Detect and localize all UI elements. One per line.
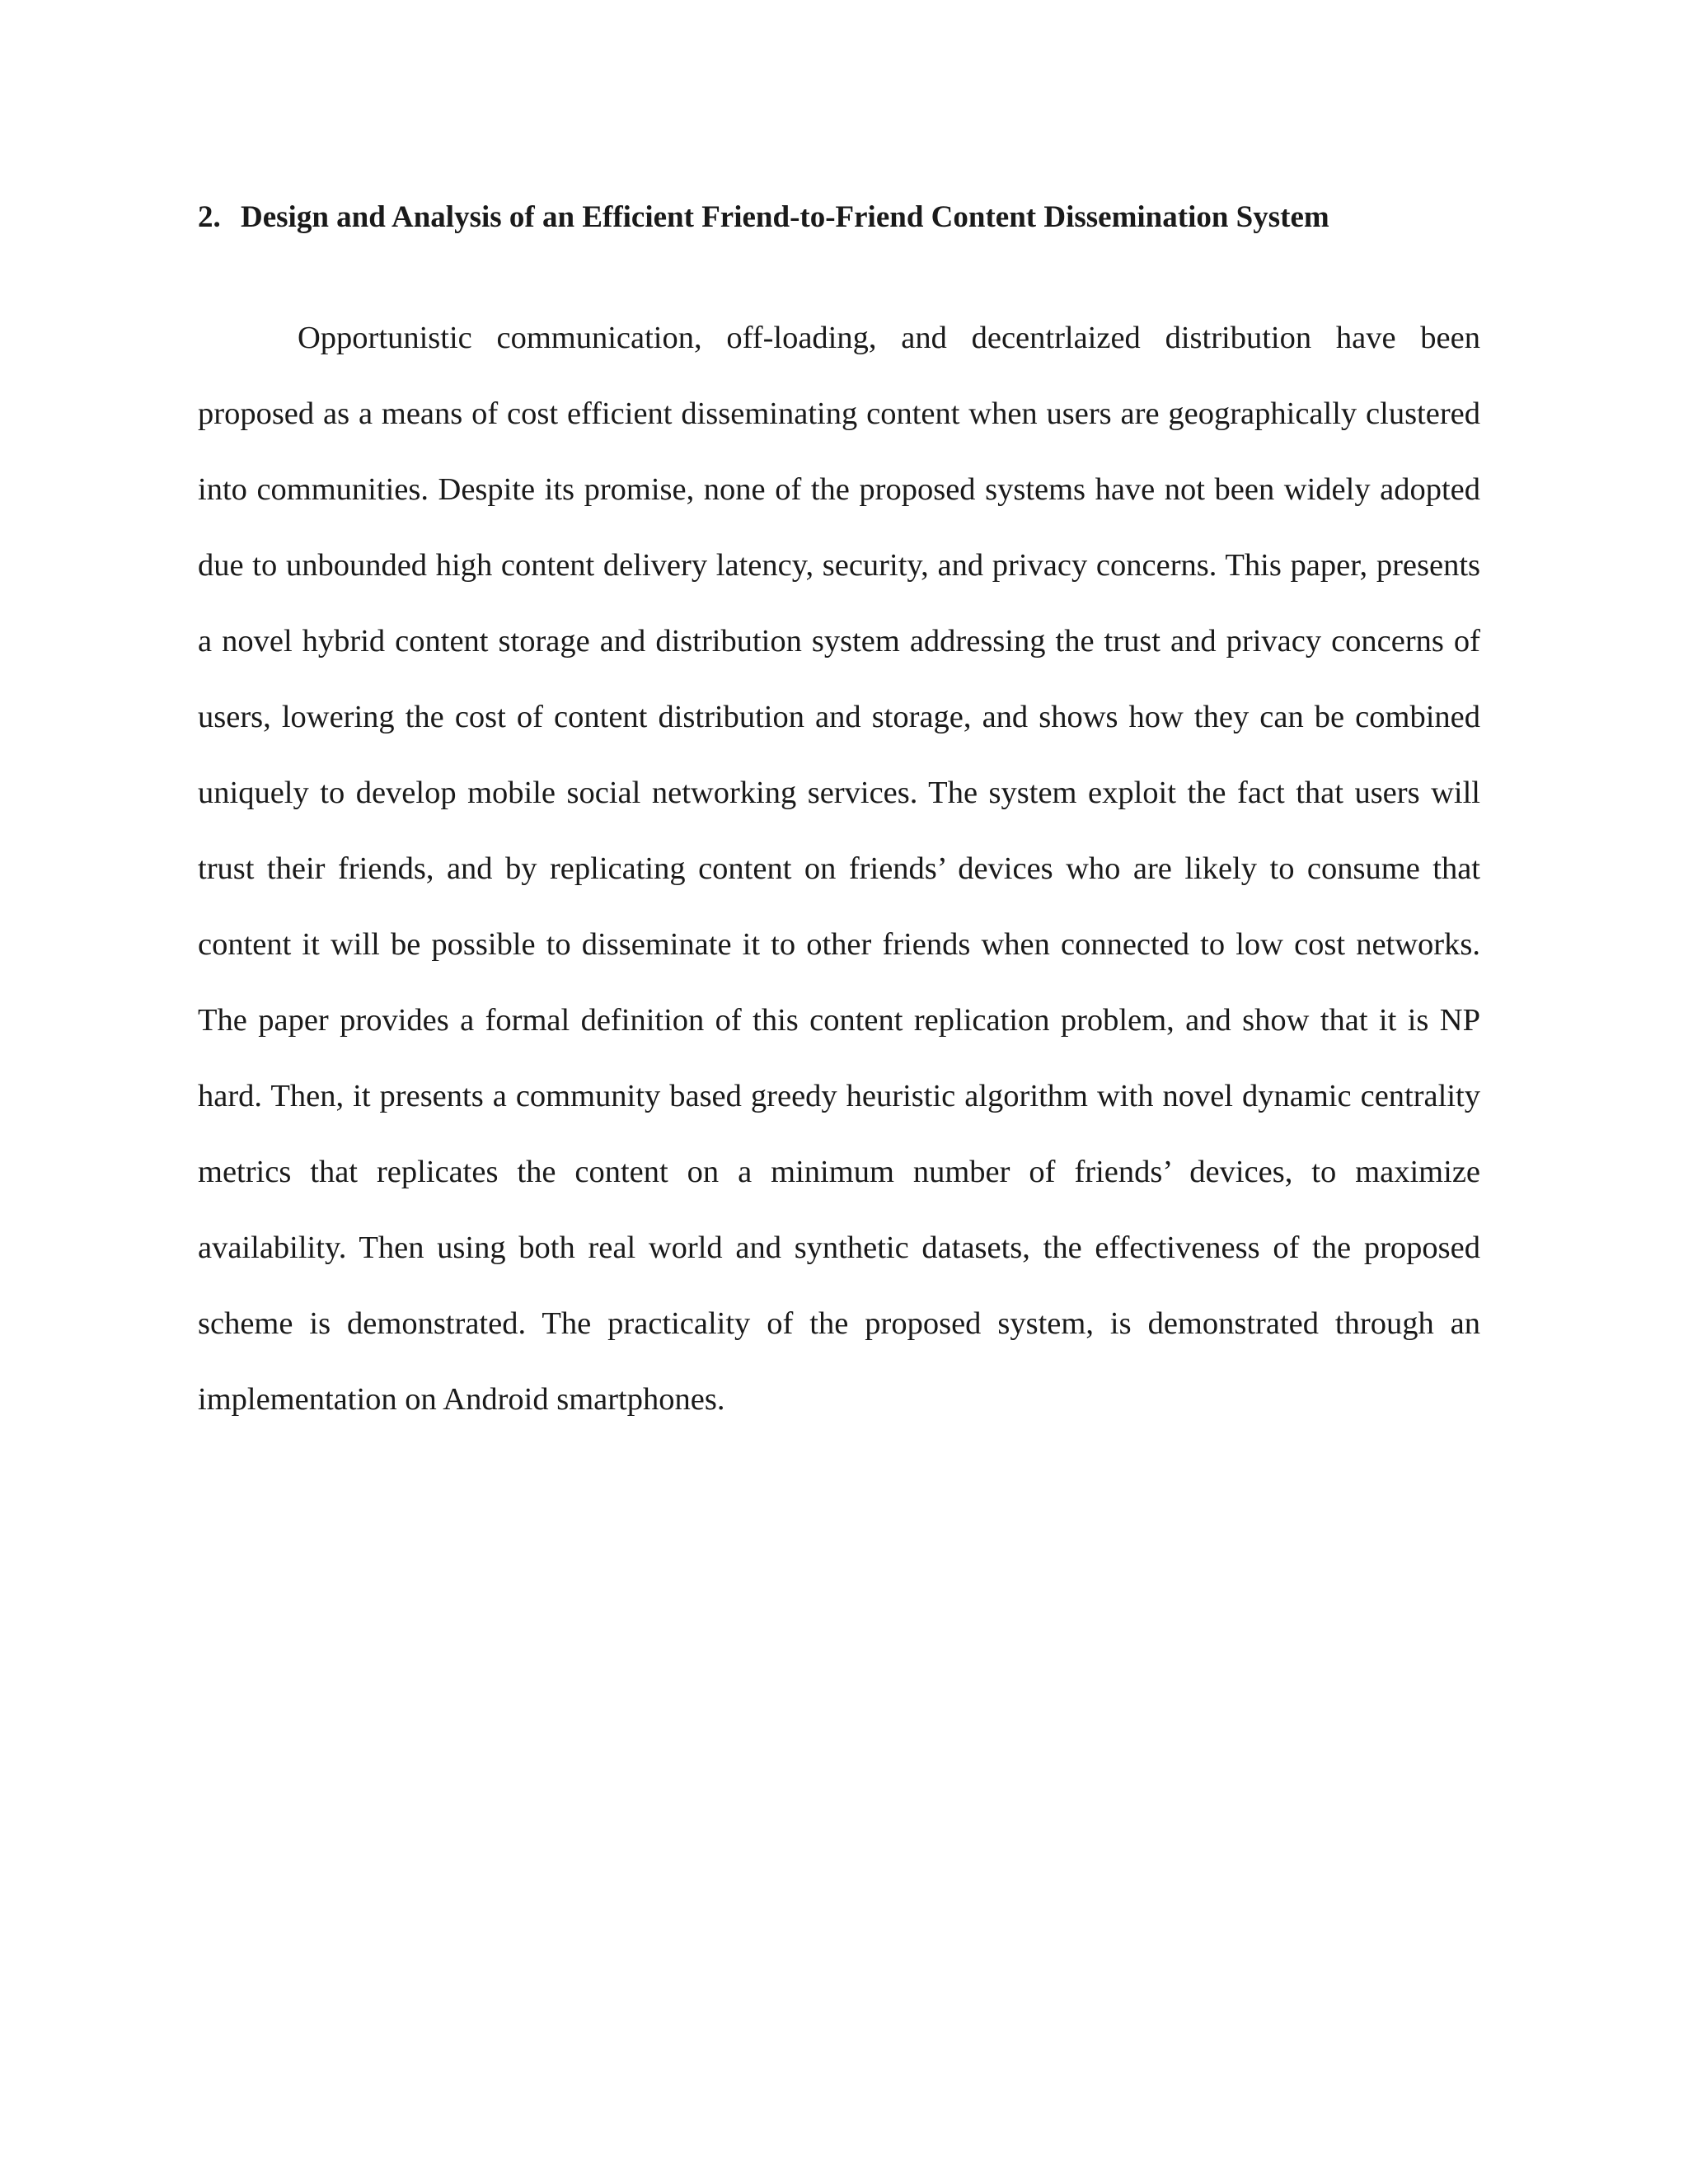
section-number: 2.	[198, 200, 221, 234]
section-heading	[198, 198, 1500, 237]
section-title: Design and Analysis of an Efficient Friend-to-Friend Content Dissemination System	[241, 200, 1329, 234]
abstract-paragraph: Opportunistic communication, off-loading, and decentrlaized distribution have been proposed as a means of cost efficient disseminating content when users are geographically clustered into communities. Despite its promise, none of the proposed systems have not been widely adopted due to unbounded high content delivery latency, security, and privacy concerns. This paper, presents a novel hybrid content storage and distribution system addressing the trust and privacy concerns of users, lowering the cost of content distribution and storage, and shows how they can be combined uniquely to develop mobile social networking services. The system exploit the fact that users will trust their friends, and by replicating content on friends’ devices who are likely to consume that content it will be possible to disseminate it to other friends when connected to low cost networks. The paper provides a formal definition of this content replication problem, and show that it is NP hard. Then, it presents a community based greedy heuristic algorithm with novel dynamic centrality metrics that replicates the content on a minimum number of friends’ devices, to maximize availability. Then using both real world and synthetic datasets, the effectiveness of the proposed scheme is demonstrated. The practicality of the proposed system, is demonstrated through an implementation on Android smartphones.	[198, 321, 1480, 1417]
